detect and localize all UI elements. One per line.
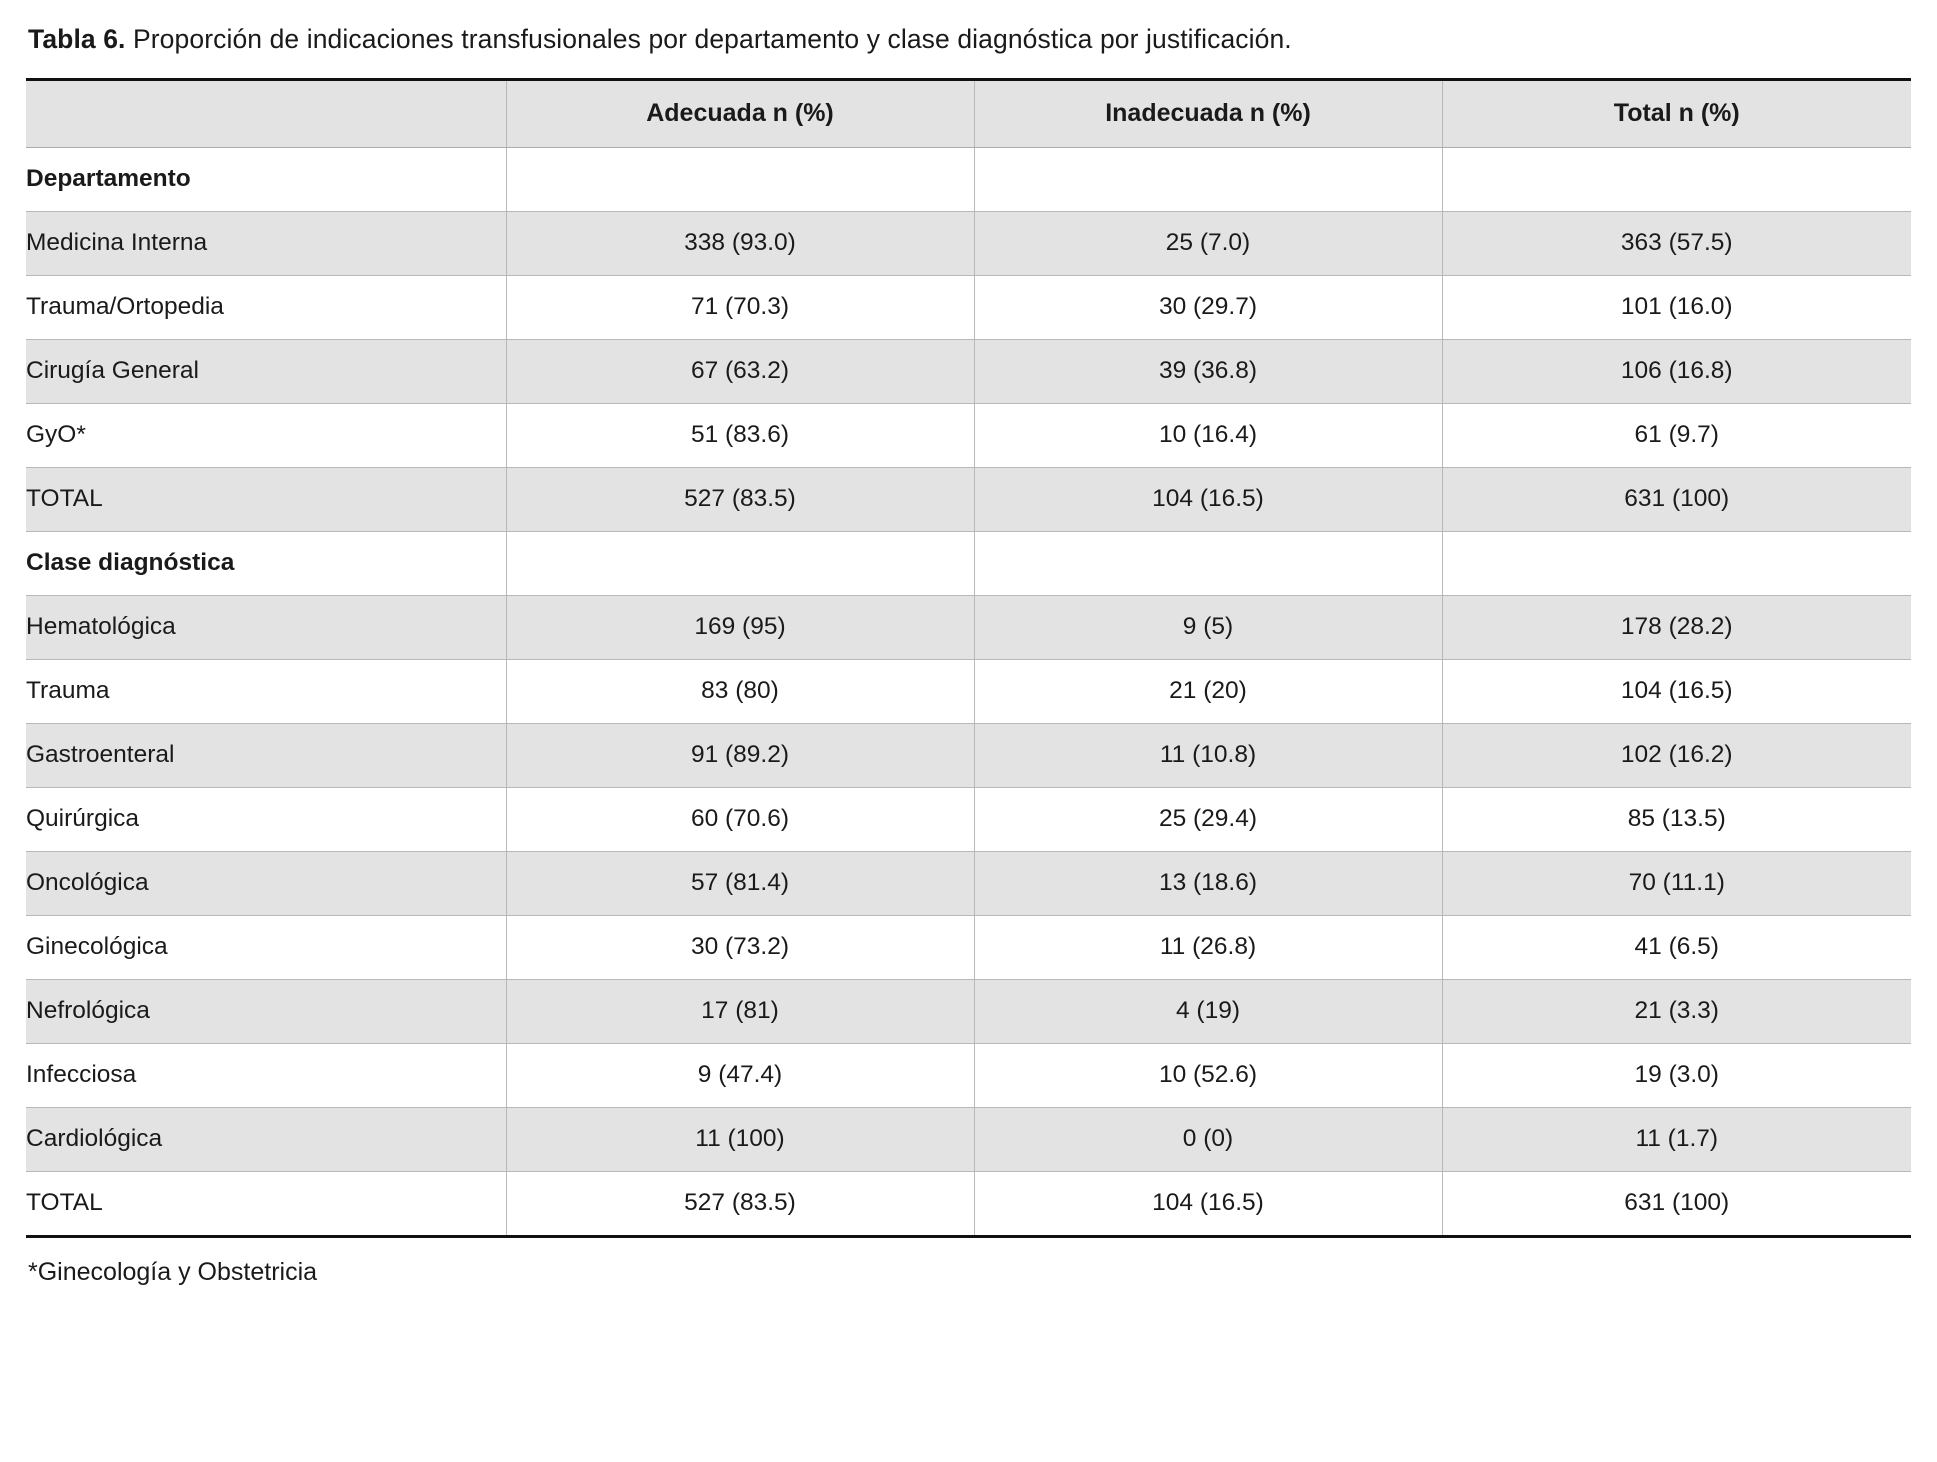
row-label-cell: Quirúrgica — [26, 787, 506, 851]
row-label-cell: Gastroenteral — [26, 723, 506, 787]
table-row — [26, 1171, 1911, 1236]
data-cell: 30 (73.2) — [506, 915, 974, 979]
data-cell: 71 (70.3) — [506, 275, 974, 339]
data-cell: 11 (10.8) — [974, 723, 1442, 787]
table-row — [26, 1043, 1911, 1107]
table-row — [26, 851, 1911, 915]
table-row — [26, 915, 1911, 979]
table-row — [26, 403, 1911, 467]
table-row — [26, 339, 1911, 403]
data-cell: 17 (81) — [506, 979, 974, 1043]
data-cell: 70 (11.1) — [1442, 851, 1911, 915]
data-cell: 10 (16.4) — [974, 403, 1442, 467]
column-header-inadecuada: Inadecuada n (%) — [974, 79, 1442, 147]
data-cell: 631 (100) — [1442, 467, 1911, 531]
table-row — [26, 211, 1911, 275]
data-cell: 61 (9.7) — [1442, 403, 1911, 467]
data-cell: 106 (16.8) — [1442, 339, 1911, 403]
data-cell: 67 (63.2) — [506, 339, 974, 403]
table-caption-label: Tabla 6. — [28, 24, 126, 54]
table-header — [26, 79, 1911, 147]
data-cell: 39 (36.8) — [974, 339, 1442, 403]
row-label-cell: Cardiológica — [26, 1107, 506, 1171]
data-cell: 85 (13.5) — [1442, 787, 1911, 851]
table-row — [26, 659, 1911, 723]
data-cell — [1442, 531, 1911, 595]
data-cell: 25 (7.0) — [974, 211, 1442, 275]
data-cell: 0 (0) — [974, 1107, 1442, 1171]
row-label-cell: Infecciosa — [26, 1043, 506, 1107]
table-caption-text: Proporción de indicaciones transfusionales por departamento y clase diagnóstica por justificación. — [125, 24, 1292, 54]
column-header-row-label — [26, 79, 506, 147]
data-cell — [506, 147, 974, 211]
row-label-cell: Cirugía General — [26, 339, 506, 403]
data-cell: 169 (95) — [506, 595, 974, 659]
row-label-cell: Oncológica — [26, 851, 506, 915]
row-label-cell: GyO* — [26, 403, 506, 467]
row-label-cell: Trauma/Ortopedia — [26, 275, 506, 339]
data-cell: 527 (83.5) — [506, 1171, 974, 1236]
table-section-row — [26, 147, 1911, 211]
data-cell: 4 (19) — [974, 979, 1442, 1043]
data-cell: 30 (29.7) — [974, 275, 1442, 339]
data-cell: 104 (16.5) — [974, 1171, 1442, 1236]
table-body — [26, 147, 1911, 1236]
row-label-cell: Ginecológica — [26, 915, 506, 979]
data-cell: 363 (57.5) — [1442, 211, 1911, 275]
column-header-total: Total n (%) — [1442, 79, 1911, 147]
data-cell: 13 (18.6) — [974, 851, 1442, 915]
data-cell: 338 (93.0) — [506, 211, 974, 275]
row-label-cell: Nefrológica — [26, 979, 506, 1043]
data-cell: 104 (16.5) — [974, 467, 1442, 531]
column-header-adecuada: Adecuada n (%) — [506, 79, 974, 147]
row-label-cell: Hematológica — [26, 595, 506, 659]
data-cell: 91 (89.2) — [506, 723, 974, 787]
data-cell — [974, 531, 1442, 595]
table-footnote: *Ginecología y Obstetricia — [28, 1257, 318, 1286]
data-cell: 21 (20) — [974, 659, 1442, 723]
table-row — [26, 979, 1911, 1043]
row-label-cell: Clase diagnóstica — [26, 531, 506, 595]
data-cell: 25 (29.4) — [974, 787, 1442, 851]
table-header-row — [26, 79, 1911, 147]
transfusion-indications-table — [26, 78, 1911, 1238]
data-cell: 527 (83.5) — [506, 467, 974, 531]
data-cell: 178 (28.2) — [1442, 595, 1911, 659]
data-cell: 19 (3.0) — [1442, 1043, 1911, 1107]
data-cell: 21 (3.3) — [1442, 979, 1911, 1043]
data-cell: 102 (16.2) — [1442, 723, 1911, 787]
table-row — [26, 787, 1911, 851]
data-cell: 9 (5) — [974, 595, 1442, 659]
data-cell: 11 (1.7) — [1442, 1107, 1911, 1171]
table-row — [26, 723, 1911, 787]
data-cell: 10 (52.6) — [974, 1043, 1442, 1107]
row-label-cell: Medicina Interna — [26, 211, 506, 275]
data-cell: 51 (83.6) — [506, 403, 974, 467]
row-label-cell: Departamento — [26, 147, 506, 211]
table-row — [26, 595, 1911, 659]
data-cell: 11 (100) — [506, 1107, 974, 1171]
row-label-cell: Trauma — [26, 659, 506, 723]
row-label-cell: TOTAL — [26, 1171, 506, 1236]
table-row — [26, 1107, 1911, 1171]
data-cell: 104 (16.5) — [1442, 659, 1911, 723]
data-cell: 41 (6.5) — [1442, 915, 1911, 979]
table-row — [26, 467, 1911, 531]
data-cell: 631 (100) — [1442, 1171, 1911, 1236]
data-cell: 83 (80) — [506, 659, 974, 723]
data-cell: 11 (26.8) — [974, 915, 1442, 979]
data-cell — [506, 531, 974, 595]
row-label-cell: TOTAL — [26, 467, 506, 531]
table-caption — [28, 24, 1911, 56]
data-cell: 9 (47.4) — [506, 1043, 974, 1107]
data-cell: 57 (81.4) — [506, 851, 974, 915]
data-cell — [974, 147, 1442, 211]
data-cell: 60 (70.6) — [506, 787, 974, 851]
data-cell — [1442, 147, 1911, 211]
table-row — [26, 275, 1911, 339]
table-section-row — [26, 531, 1911, 595]
data-cell: 101 (16.0) — [1442, 275, 1911, 339]
